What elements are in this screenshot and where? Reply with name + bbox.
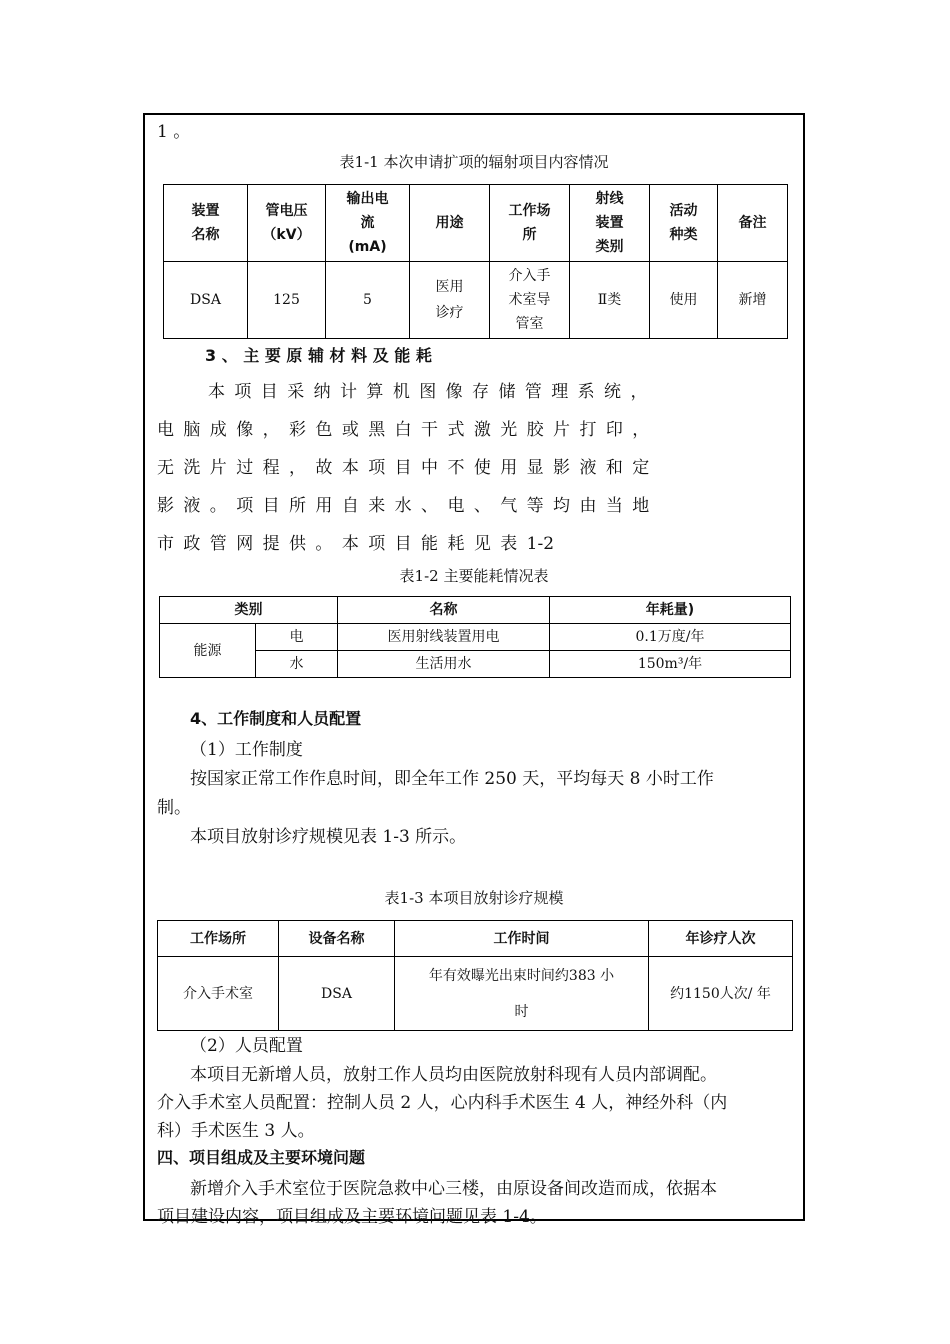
- staff-line2: 介入手术室人员配置：控制人员 2 人，心内科手术医生 4 人，神经外科（内: [157, 1093, 728, 1113]
- table-row: [164, 262, 788, 339]
- staff-line3: 科）手术医生 3 人。: [157, 1121, 315, 1141]
- t2-name-2: 生活用水: [338, 651, 550, 678]
- t1-h-site: 工作场 所: [490, 185, 570, 262]
- t2-h-name: 名称: [338, 597, 550, 624]
- t1-h-class: 射线 装置 类别: [570, 185, 650, 262]
- t3-c-count: 约1150人次/ 年: [649, 957, 793, 1031]
- section3-line-2: 电 脑 成 像 ， 彩 色 或 黑 白 干 式 激 光 胶 片 打 印 ，: [157, 420, 650, 440]
- section4-para1-line1: 按国家正常工作作息时间，即全年工作 250 天，平均每天 8 小时工作: [190, 769, 714, 789]
- t2-name-1: 医用射线装置用电: [338, 624, 550, 651]
- section4-para2: 本项目放射诊疗规模见表 1-3 所示。: [190, 827, 467, 847]
- section4-heading: 4、工作制度和人员配置: [190, 709, 362, 728]
- staff-line1: 本项目无新增人员，放射工作人员均由医院放射科现有人员内部调配。: [190, 1065, 717, 1085]
- table1: [163, 184, 788, 339]
- t2-h-amount: 年耗量): [550, 597, 791, 624]
- table-row: [160, 624, 791, 651]
- t1-h-use: 用途: [410, 185, 490, 262]
- t1-c-site: 介入手 术室导 管室: [490, 262, 570, 339]
- table3-caption: 表1-3 本项目放射诊疗规模: [384, 889, 564, 907]
- table2: [159, 596, 791, 678]
- t2-amount-2: 150m³/年: [550, 651, 791, 678]
- t3-c-time: 年有效曝光出束时间约383 小 时: [395, 957, 649, 1031]
- t1-c-use: 医用 诊疗: [410, 262, 490, 339]
- t3-h-site: 工作场所: [158, 921, 279, 957]
- t1-c-class: Ⅱ类: [570, 262, 650, 339]
- t2-group: 能源: [160, 624, 256, 678]
- section3-line-5: 市 政 管 网 提 供 。 本 项 目 能 耗 见 表 1-2: [157, 534, 555, 554]
- t1-c-voltage: 125: [248, 262, 326, 339]
- table1-caption: 表1-1 本次申请扩项的辐射项目内容情况: [339, 153, 609, 171]
- t3-h-count: 年诊疗人次: [649, 921, 793, 957]
- section-four-line2: 项目建设内容，项目组成及主要环境问题见表 1-4。: [157, 1207, 547, 1227]
- table2-header-row: [160, 597, 791, 624]
- t3-c-device: DSA: [279, 957, 395, 1031]
- t2-amount-1: 0.1万度/年: [550, 624, 791, 651]
- section-four-heading: 四、项目组成及主要环境问题: [157, 1148, 366, 1167]
- t1-h-activity: 活动 种类: [650, 185, 718, 262]
- section3-line-3: 无 洗 片 过 程 ， 故 本 项 目 中 不 使 用 显 影 液 和 定: [157, 458, 650, 478]
- t1-h-voltage: 管电压 （kV）: [248, 185, 326, 262]
- table1-header-row: [164, 185, 788, 262]
- t2-type-2: 水: [256, 651, 338, 678]
- section4-para1-line2: 制。: [157, 798, 191, 818]
- t1-c-current: 5: [326, 262, 410, 339]
- t1-h-name: 装置 名称: [164, 185, 248, 262]
- t1-c-note: 新增: [718, 262, 788, 339]
- section3-heading: 3 、 主 要 原 辅 材 料 及 能 耗: [205, 346, 432, 365]
- table-row: [158, 957, 793, 1031]
- intro-line: 1 。: [157, 122, 191, 142]
- staff-sub2: （2）人员配置: [190, 1036, 303, 1056]
- t3-c-site: 介入手术室: [158, 957, 279, 1031]
- t1-h-note: 备注: [718, 185, 788, 262]
- t1-c-activity: 使用: [650, 262, 718, 339]
- table2-caption: 表1-2 主要能耗情况表: [399, 567, 549, 585]
- section3-line-4: 影 液 。 项 目 所 用 自 来 水 、 电 、 气 等 均 由 当 地: [157, 496, 650, 516]
- section3-line-1: 本 项 目 采 纳 计 算 机 图 像 存 储 管 理 系 统 ，: [208, 382, 648, 402]
- t2-h-category: 类别: [160, 597, 338, 624]
- t1-c-name: DSA: [164, 262, 248, 339]
- section4-sub1: （1）工作制度: [190, 740, 303, 760]
- t2-type-1: 电: [256, 624, 338, 651]
- t3-h-device: 设备名称: [279, 921, 395, 957]
- t1-h-current: 输出电 流 (mA): [326, 185, 410, 262]
- table3: [157, 920, 793, 1031]
- section-four-line1: 新增介入手术室位于医院急救中心三楼，由原设备间改造而成，依据本: [190, 1179, 717, 1199]
- table3-header-row: [158, 921, 793, 957]
- t3-h-time: 工作时间: [395, 921, 649, 957]
